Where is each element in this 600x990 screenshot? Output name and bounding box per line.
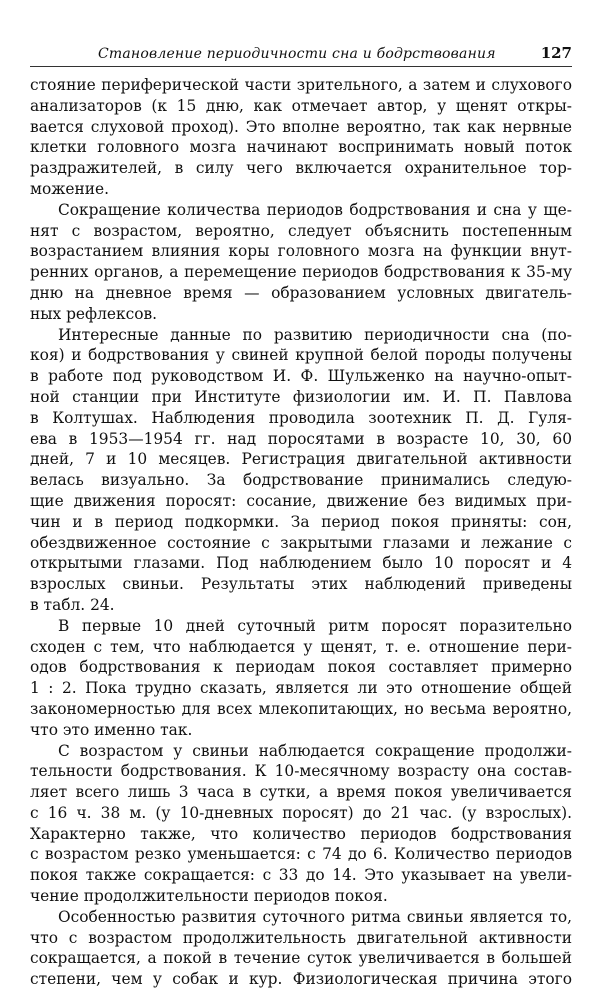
text-line: обездвиженное состояние с закрытыми глазами и лежание с — [30, 533, 572, 552]
text-line: с возрастом резко уменьшается: с 74 до 6. Количество периодов — [30, 845, 572, 864]
text-line: клетки головного мозга начинают воспринимать новый поток — [30, 138, 572, 157]
text-line: ной станции при Институте физиологии им. И. П. Павлова — [30, 387, 572, 406]
text-line: покоя также сокращается: с 33 до 14. Это указывает на увели- — [30, 866, 572, 885]
text-line: нят с возрастом, вероятно, следует объяснить постепенным — [30, 221, 572, 240]
text-line: Характерно также, что количество периодов бодрствования — [30, 824, 572, 843]
text-line: 1 : 2. Пока трудно сказать, является ли это отношение общей — [30, 679, 572, 698]
text-line: тельности бодрствования. К 10-месячному возрасту она состав- — [30, 762, 572, 781]
paragraph — [30, 741, 572, 907]
paragraph — [30, 325, 572, 616]
text-line: взрослых свиньи. Результаты этих наблюдений приведены — [30, 575, 572, 594]
body-text — [30, 75, 572, 990]
text-line: закономерностью для всех млекопитающих, но весьма вероятно, — [30, 699, 572, 718]
text-line: ных рефлексов. — [30, 304, 158, 323]
paragraph — [30, 907, 572, 990]
running-header — [30, 44, 572, 67]
page-number: 127 — [540, 44, 572, 62]
text-line: В первые 10 дней суточный ритм поросят поразительно — [58, 616, 572, 635]
text-line: ляет всего лишь 3 часа в сутки, а время покоя увеличивается — [30, 783, 572, 802]
text-line: ева в 1953—1954 гг. над поросятами в возрасте 10, 30, 60 — [30, 429, 572, 448]
text-line: Особенностью развития суточного ритма свиньи является то, — [58, 907, 572, 926]
text-line: что с возрастом продолжительность двигательной активности — [30, 928, 572, 947]
paragraph — [30, 200, 572, 325]
text-line: Сокращение количества периодов бодрствования и сна у щe- — [58, 200, 572, 219]
text-line: вается слуховой проход). Это вполне вероятно, так как нервные — [30, 117, 572, 136]
text-line: С возрастом у свиньи наблюдается сокращение продолжи- — [58, 741, 572, 760]
text-line: что это именно так. — [30, 720, 193, 739]
text-line: можение. — [30, 179, 110, 198]
text-line: в табл. 24. — [30, 595, 115, 614]
text-line: в работе под руководством И. Ф. Шульженко на научно-опыт- — [30, 367, 572, 386]
text-line: стояние периферической части зрительного, а затем и слухового — [30, 76, 572, 94]
text-line: сходен с тем, что наблюдается у щенят, т. е. отношение пери- — [30, 637, 572, 656]
text-line: одов бодрствования к периодам покоя составляет примерно — [30, 658, 572, 677]
text-line: велась визуально. За бодрствование принимались следую- — [30, 471, 572, 490]
text-line: открытыми глазами. Под наблюдением было 10 поросят и 4 — [30, 554, 572, 573]
text-line: раздражителей, в силу чего включается охранительное тор- — [30, 159, 572, 178]
text-line: дней, 7 и 10 месяцев. Регистрация двигательной активности — [30, 450, 572, 469]
text-line: чение продолжительности периодов покоя. — [30, 887, 388, 906]
text-line: в Колтушах. Наблюдения проводила зоотехник П. Д. Гуля- — [30, 408, 572, 427]
running-title: Становление периодичности сна и бодрствования — [98, 46, 496, 62]
paragraph — [30, 616, 572, 741]
text-line: ренних органов, а перемещение периодов бодрствования к 35-му — [30, 263, 572, 282]
text-line: Интересные данные по развитию периодичности сна (по- — [58, 325, 572, 344]
text-line: чин и в период подкормки. За период покоя приняты: сон, — [30, 512, 572, 531]
text-line: анализаторов (к 15 дню, как отмечает автор, у щенят откры- — [30, 96, 572, 115]
text-line: дню на дневное время — образованием условных двигатель- — [30, 283, 572, 302]
text-line: сокращается, а покой в течение суток увеличивается в большей — [30, 949, 572, 968]
paragraph — [30, 75, 572, 200]
text-line: щие движения поросят: сосание, движение без видимых при- — [30, 491, 572, 510]
text-line: коя) и бодрствования у свиней крупной белой породы получены — [30, 346, 572, 365]
text-line: степени, чем у собак и кур. Физиологическая причина этого — [30, 970, 572, 989]
text-line: возрастанием влияния коры головного мозга на функции внут- — [30, 242, 572, 261]
text-line: с 16 ч. 38 м. (у 10-дневных поросят) до 21 час. (у взрослых). — [30, 803, 572, 822]
book-page — [30, 44, 572, 990]
